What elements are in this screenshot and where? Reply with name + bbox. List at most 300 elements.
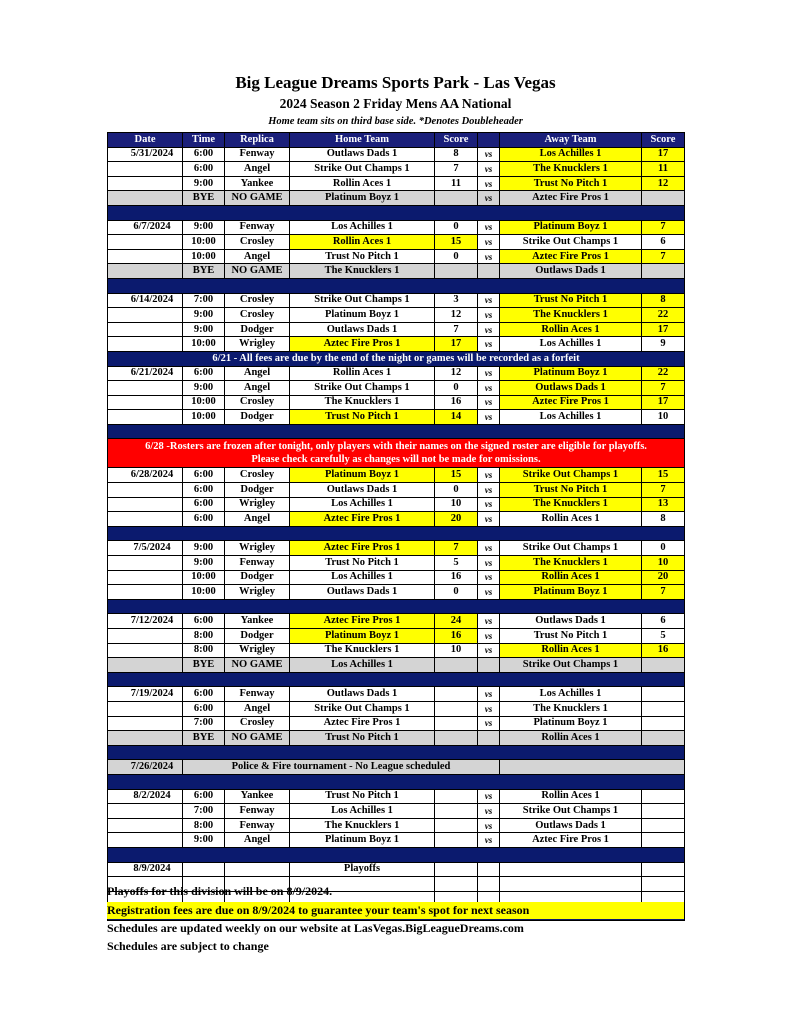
week-date: 7/26/2024 bbox=[108, 760, 183, 775]
game-date bbox=[108, 570, 183, 585]
game-date bbox=[108, 162, 183, 177]
away-team: Platinum Boyz 1 bbox=[500, 716, 642, 731]
alert-cell bbox=[108, 439, 685, 468]
vs-label: vs bbox=[478, 833, 500, 848]
col-home-score: Score bbox=[435, 133, 478, 148]
vs-label: vs bbox=[478, 701, 500, 716]
vs-label: vs bbox=[478, 220, 500, 235]
vs-label: vs bbox=[478, 818, 500, 833]
vs-label: vs bbox=[478, 629, 500, 644]
col-date: Date bbox=[108, 133, 183, 148]
away-team: The Knucklers 1 bbox=[500, 308, 642, 323]
home-score bbox=[435, 658, 478, 673]
away-score: 17 bbox=[642, 147, 685, 162]
game-time: 9:00 bbox=[183, 308, 225, 323]
away-score bbox=[642, 658, 685, 673]
home-team: Trust No Pitch 1 bbox=[290, 249, 435, 264]
home-team: Rollin Aces 1 bbox=[290, 235, 435, 250]
away-team: Rollin Aces 1 bbox=[500, 643, 642, 658]
home-team: Playoffs bbox=[290, 862, 435, 877]
game-row bbox=[108, 249, 685, 264]
away-team: Los Achilles 1 bbox=[500, 337, 642, 352]
away-team: The Knucklers 1 bbox=[500, 556, 642, 571]
field-replica: Fenway bbox=[225, 804, 290, 819]
away-score: 5 bbox=[642, 629, 685, 644]
vs-label bbox=[478, 862, 500, 877]
game-time: 9:00 bbox=[183, 381, 225, 396]
home-score bbox=[435, 862, 478, 877]
away-team: Aztec Fire Pros 1 bbox=[500, 833, 642, 848]
home-team: Aztec Fire Pros 1 bbox=[290, 337, 435, 352]
home-score bbox=[435, 716, 478, 731]
field-replica: Wrigley bbox=[225, 585, 290, 600]
away-score: 6 bbox=[642, 235, 685, 250]
away-team: Outlaws Dads 1 bbox=[500, 381, 642, 396]
home-team: Aztec Fire Pros 1 bbox=[290, 614, 435, 629]
away-team: Trust No Pitch 1 bbox=[500, 176, 642, 191]
game-date bbox=[108, 337, 183, 352]
field-replica: Fenway bbox=[225, 818, 290, 833]
field-replica: Wrigley bbox=[225, 643, 290, 658]
home-team: Strike Out Champs 1 bbox=[290, 701, 435, 716]
home-score: 16 bbox=[435, 629, 478, 644]
vs-label: vs bbox=[478, 366, 500, 381]
away-team: Rollin Aces 1 bbox=[500, 512, 642, 527]
away-team: Rollin Aces 1 bbox=[500, 322, 642, 337]
vs-label: vs bbox=[478, 468, 500, 483]
game-date: 6/7/2024 bbox=[108, 220, 183, 235]
away-team: Platinum Boyz 1 bbox=[500, 366, 642, 381]
vs-label: vs bbox=[478, 789, 500, 804]
home-score: 3 bbox=[435, 293, 478, 308]
field-replica: Crosley bbox=[225, 235, 290, 250]
bye-home-team: The Knucklers 1 bbox=[290, 264, 435, 279]
vs-label: vs bbox=[478, 570, 500, 585]
game-date bbox=[108, 308, 183, 323]
field-replica: Fenway bbox=[225, 556, 290, 571]
away-score bbox=[642, 804, 685, 819]
vs-label: vs bbox=[478, 235, 500, 250]
vs-label: vs bbox=[478, 541, 500, 556]
home-score: 20 bbox=[435, 512, 478, 527]
home-score bbox=[435, 731, 478, 746]
game-row bbox=[108, 512, 685, 527]
game-row bbox=[108, 395, 685, 410]
game-row bbox=[108, 366, 685, 381]
away-team bbox=[500, 877, 642, 892]
field-replica: Dodger bbox=[225, 629, 290, 644]
home-team: Aztec Fire Pros 1 bbox=[290, 541, 435, 556]
col-replica: Replica bbox=[225, 133, 290, 148]
away-score: 9 bbox=[642, 337, 685, 352]
away-score: 12 bbox=[642, 176, 685, 191]
game-time: 6:00 bbox=[183, 162, 225, 177]
vs-label: vs bbox=[478, 176, 500, 191]
separator-cell bbox=[108, 599, 685, 614]
game-time: 7:00 bbox=[183, 293, 225, 308]
bye-row bbox=[108, 658, 685, 673]
vs-label: vs bbox=[478, 410, 500, 425]
game-date: 8/9/2024 bbox=[108, 862, 183, 877]
field-replica: Dodger bbox=[225, 410, 290, 425]
no-game-label: NO GAME bbox=[225, 264, 290, 279]
away-team: Outlaws Dads 1 bbox=[500, 818, 642, 833]
separator-cell bbox=[108, 847, 685, 862]
game-time: 10:00 bbox=[183, 410, 225, 425]
vs-label: vs bbox=[478, 162, 500, 177]
vs-label: vs bbox=[478, 322, 500, 337]
game-time: 8:00 bbox=[183, 643, 225, 658]
away-score bbox=[642, 716, 685, 731]
field-replica: Angel bbox=[225, 512, 290, 527]
game-time: 6:00 bbox=[183, 366, 225, 381]
away-score bbox=[642, 701, 685, 716]
no-game-label: NO GAME bbox=[225, 658, 290, 673]
away-team: Strike Out Champs 1 bbox=[500, 541, 642, 556]
game-date: 7/5/2024 bbox=[108, 541, 183, 556]
game-row bbox=[108, 789, 685, 804]
vs-label bbox=[478, 658, 500, 673]
footer-registration: Registration fees are due on 8/9/2024 to guarantee your team's spot for next season bbox=[107, 902, 684, 919]
week-separator bbox=[108, 278, 685, 293]
col-away-score: Score bbox=[642, 133, 685, 148]
no-game-label: NO GAME bbox=[225, 731, 290, 746]
home-team: Outlaws Dads 1 bbox=[290, 483, 435, 498]
vs-label: vs bbox=[478, 512, 500, 527]
field-replica: Angel bbox=[225, 366, 290, 381]
game-row bbox=[108, 337, 685, 352]
game-date bbox=[108, 629, 183, 644]
home-team: Strike Out Champs 1 bbox=[290, 381, 435, 396]
vs-label bbox=[478, 731, 500, 746]
vs-label: vs bbox=[478, 249, 500, 264]
game-time: 7:00 bbox=[183, 804, 225, 819]
bye-row bbox=[108, 264, 685, 279]
no-game-label: NO GAME bbox=[225, 191, 290, 206]
footer-disclaimer: Schedules are subject to change bbox=[107, 939, 269, 953]
home-team: Rollin Aces 1 bbox=[290, 366, 435, 381]
separator-cell bbox=[108, 526, 685, 541]
home-team: Trust No Pitch 1 bbox=[290, 410, 435, 425]
home-score bbox=[435, 818, 478, 833]
away-score bbox=[642, 862, 685, 877]
home-score: 10 bbox=[435, 643, 478, 658]
field-replica: Angel bbox=[225, 833, 290, 848]
home-team: Outlaws Dads 1 bbox=[290, 322, 435, 337]
away-score: 7 bbox=[642, 381, 685, 396]
away-score bbox=[642, 789, 685, 804]
game-date: 6/28/2024 bbox=[108, 468, 183, 483]
schedule-table bbox=[107, 132, 685, 921]
game-row bbox=[108, 293, 685, 308]
field-replica: Fenway bbox=[225, 687, 290, 702]
vs-label: vs bbox=[478, 147, 500, 162]
home-score: 0 bbox=[435, 585, 478, 600]
game-row bbox=[108, 585, 685, 600]
away-score: 6 bbox=[642, 614, 685, 629]
vs-label: vs bbox=[478, 497, 500, 512]
away-score: 13 bbox=[642, 497, 685, 512]
game-date bbox=[108, 249, 183, 264]
roster-alert bbox=[108, 439, 685, 468]
away-team: Rollin Aces 1 bbox=[500, 789, 642, 804]
bye-home-team: Los Achilles 1 bbox=[290, 658, 435, 673]
away-score: 11 bbox=[642, 162, 685, 177]
home-team: Strike Out Champs 1 bbox=[290, 293, 435, 308]
game-date bbox=[108, 483, 183, 498]
home-team: Trust No Pitch 1 bbox=[290, 556, 435, 571]
alert-line-2: Please check carefully as changes will not be made for omissions. bbox=[251, 454, 541, 466]
field-replica: Yankee bbox=[225, 614, 290, 629]
home-score bbox=[435, 833, 478, 848]
away-team bbox=[500, 862, 642, 877]
away-score: 7 bbox=[642, 585, 685, 600]
home-score bbox=[435, 701, 478, 716]
game-row bbox=[108, 833, 685, 848]
away-score: 22 bbox=[642, 366, 685, 381]
game-row bbox=[108, 483, 685, 498]
no-league-note: Police & Fire tournament - No League scheduled bbox=[183, 760, 500, 775]
game-row bbox=[108, 701, 685, 716]
date-cell bbox=[108, 191, 183, 206]
field-replica: Dodger bbox=[225, 570, 290, 585]
away-score bbox=[642, 833, 685, 848]
away-score: 7 bbox=[642, 249, 685, 264]
home-score: 17 bbox=[435, 337, 478, 352]
page-subtitle: 2024 Season 2 Friday Mens AA National bbox=[279, 96, 512, 111]
home-team: Los Achilles 1 bbox=[290, 570, 435, 585]
away-score: 7 bbox=[642, 220, 685, 235]
away-team: The Knucklers 1 bbox=[500, 701, 642, 716]
game-row bbox=[108, 614, 685, 629]
game-date: 6/14/2024 bbox=[108, 293, 183, 308]
game-row bbox=[108, 687, 685, 702]
game-date bbox=[108, 512, 183, 527]
vs-label: vs bbox=[478, 687, 500, 702]
away-team: Trust No Pitch 1 bbox=[500, 293, 642, 308]
game-date bbox=[108, 804, 183, 819]
game-date: 8/2/2024 bbox=[108, 789, 183, 804]
game-row bbox=[108, 322, 685, 337]
home-team: Outlaws Dads 1 bbox=[290, 585, 435, 600]
home-team: The Knucklers 1 bbox=[290, 818, 435, 833]
table-header-row bbox=[108, 133, 685, 148]
no-league-row bbox=[108, 760, 685, 775]
game-row bbox=[108, 570, 685, 585]
game-date: 7/19/2024 bbox=[108, 687, 183, 702]
away-team: Strike Out Champs 1 bbox=[500, 804, 642, 819]
away-team: Strike Out Champs 1 bbox=[500, 235, 642, 250]
away-team: Platinum Boyz 1 bbox=[500, 220, 642, 235]
empty-cell bbox=[500, 760, 685, 775]
home-score: 7 bbox=[435, 322, 478, 337]
game-time: 6:00 bbox=[183, 789, 225, 804]
home-score: 0 bbox=[435, 381, 478, 396]
game-date bbox=[108, 716, 183, 731]
home-score: 7 bbox=[435, 162, 478, 177]
away-score bbox=[642, 191, 685, 206]
week-separator bbox=[108, 205, 685, 220]
home-team: Platinum Boyz 1 bbox=[290, 833, 435, 848]
home-team: Outlaws Dads 1 bbox=[290, 687, 435, 702]
home-score: 7 bbox=[435, 541, 478, 556]
home-team: Rollin Aces 1 bbox=[290, 176, 435, 191]
game-time: 10:00 bbox=[183, 585, 225, 600]
field-replica: Yankee bbox=[225, 176, 290, 191]
game-row bbox=[108, 629, 685, 644]
away-team: Los Achilles 1 bbox=[500, 410, 642, 425]
vs-label: vs bbox=[478, 614, 500, 629]
home-score bbox=[435, 191, 478, 206]
away-team: Aztec Fire Pros 1 bbox=[500, 395, 642, 410]
away-score: 15 bbox=[642, 468, 685, 483]
fees-banner bbox=[108, 351, 685, 366]
away-score: 7 bbox=[642, 483, 685, 498]
vs-label: vs bbox=[478, 483, 500, 498]
col-away-team: Away Team bbox=[500, 133, 642, 148]
bye-home-team: Trust No Pitch 1 bbox=[290, 731, 435, 746]
home-score: 14 bbox=[435, 410, 478, 425]
home-team: Outlaws Dads 1 bbox=[290, 147, 435, 162]
game-row bbox=[108, 381, 685, 396]
bye-home-team: Platinum Boyz 1 bbox=[290, 191, 435, 206]
field-replica: Crosley bbox=[225, 468, 290, 483]
vs-label: vs bbox=[478, 716, 500, 731]
away-score: 8 bbox=[642, 512, 685, 527]
home-team: The Knucklers 1 bbox=[290, 643, 435, 658]
game-date bbox=[108, 818, 183, 833]
game-row bbox=[108, 541, 685, 556]
week-separator bbox=[108, 672, 685, 687]
game-row bbox=[108, 716, 685, 731]
vs-label bbox=[478, 264, 500, 279]
vs-label: vs bbox=[478, 395, 500, 410]
home-score: 0 bbox=[435, 483, 478, 498]
game-time: 10:00 bbox=[183, 570, 225, 585]
date-cell bbox=[108, 731, 183, 746]
col-time: Time bbox=[183, 133, 225, 148]
home-score: 8 bbox=[435, 147, 478, 162]
home-score bbox=[435, 789, 478, 804]
game-time: 6:00 bbox=[183, 512, 225, 527]
game-time bbox=[183, 862, 225, 877]
game-time: 6:00 bbox=[183, 468, 225, 483]
game-date: 7/12/2024 bbox=[108, 614, 183, 629]
field-replica: Wrigley bbox=[225, 337, 290, 352]
home-team: Aztec Fire Pros 1 bbox=[290, 512, 435, 527]
game-date bbox=[108, 497, 183, 512]
game-date bbox=[108, 556, 183, 571]
home-score: 16 bbox=[435, 395, 478, 410]
week-separator bbox=[108, 847, 685, 862]
week-separator bbox=[108, 774, 685, 789]
home-score: 15 bbox=[435, 235, 478, 250]
game-time: 6:00 bbox=[183, 147, 225, 162]
game-time: 6:00 bbox=[183, 483, 225, 498]
home-team: Los Achilles 1 bbox=[290, 804, 435, 819]
game-time: 6:00 bbox=[183, 701, 225, 716]
bye-away-team: Aztec Fire Pros 1 bbox=[500, 191, 642, 206]
separator-cell bbox=[108, 672, 685, 687]
away-team: Aztec Fire Pros 1 bbox=[500, 249, 642, 264]
game-row bbox=[108, 162, 685, 177]
game-date bbox=[108, 235, 183, 250]
game-row bbox=[108, 468, 685, 483]
away-score: 0 bbox=[642, 541, 685, 556]
away-score bbox=[642, 877, 685, 892]
vs-label: vs bbox=[478, 643, 500, 658]
game-date bbox=[108, 381, 183, 396]
home-score: 15 bbox=[435, 468, 478, 483]
week-separator bbox=[108, 526, 685, 541]
away-score: 10 bbox=[642, 556, 685, 571]
game-row bbox=[108, 643, 685, 658]
game-time: 7:00 bbox=[183, 716, 225, 731]
col-vs bbox=[478, 133, 500, 148]
week-separator bbox=[108, 745, 685, 760]
week-separator bbox=[108, 599, 685, 614]
footer-website: Schedules are updated weekly on our website at LasVegas.BigLeagueDreams.com bbox=[107, 921, 524, 935]
field-replica: Crosley bbox=[225, 308, 290, 323]
bye-row bbox=[108, 731, 685, 746]
game-date bbox=[108, 410, 183, 425]
game-row bbox=[108, 235, 685, 250]
bye-label: BYE bbox=[183, 731, 225, 746]
away-score bbox=[642, 687, 685, 702]
bye-away-team: Outlaws Dads 1 bbox=[500, 264, 642, 279]
away-score bbox=[642, 818, 685, 833]
game-date bbox=[108, 701, 183, 716]
field-replica: Crosley bbox=[225, 293, 290, 308]
game-time: 10:00 bbox=[183, 235, 225, 250]
away-team: Strike Out Champs 1 bbox=[500, 468, 642, 483]
separator-cell bbox=[108, 745, 685, 760]
away-team: Platinum Boyz 1 bbox=[500, 585, 642, 600]
away-team: Los Achilles 1 bbox=[500, 687, 642, 702]
home-team: Trust No Pitch 1 bbox=[290, 789, 435, 804]
bye-label: BYE bbox=[183, 658, 225, 673]
vs-label: vs bbox=[478, 191, 500, 206]
field-replica: Angel bbox=[225, 381, 290, 396]
field-replica: Fenway bbox=[225, 220, 290, 235]
game-time: 8:00 bbox=[183, 818, 225, 833]
home-score: 5 bbox=[435, 556, 478, 571]
field-replica: Crosley bbox=[225, 395, 290, 410]
game-time: 6:00 bbox=[183, 614, 225, 629]
bye-label: BYE bbox=[183, 191, 225, 206]
home-team: Los Achilles 1 bbox=[290, 220, 435, 235]
vs-label: vs bbox=[478, 308, 500, 323]
header-note: Home team sits on third base side. *Denotes Doubleheader bbox=[268, 116, 523, 127]
game-row bbox=[108, 818, 685, 833]
home-score bbox=[435, 264, 478, 279]
away-score: 17 bbox=[642, 395, 685, 410]
away-score bbox=[642, 731, 685, 746]
home-team: Platinum Boyz 1 bbox=[290, 308, 435, 323]
field-replica: Crosley bbox=[225, 716, 290, 731]
game-date bbox=[108, 322, 183, 337]
home-team: Strike Out Champs 1 bbox=[290, 162, 435, 177]
away-team: Trust No Pitch 1 bbox=[500, 629, 642, 644]
game-row bbox=[108, 862, 685, 877]
away-score: 22 bbox=[642, 308, 685, 323]
home-score: 12 bbox=[435, 308, 478, 323]
date-cell bbox=[108, 658, 183, 673]
vs-label: vs bbox=[478, 381, 500, 396]
game-time: 6:00 bbox=[183, 687, 225, 702]
bye-label: BYE bbox=[183, 264, 225, 279]
away-score: 10 bbox=[642, 410, 685, 425]
